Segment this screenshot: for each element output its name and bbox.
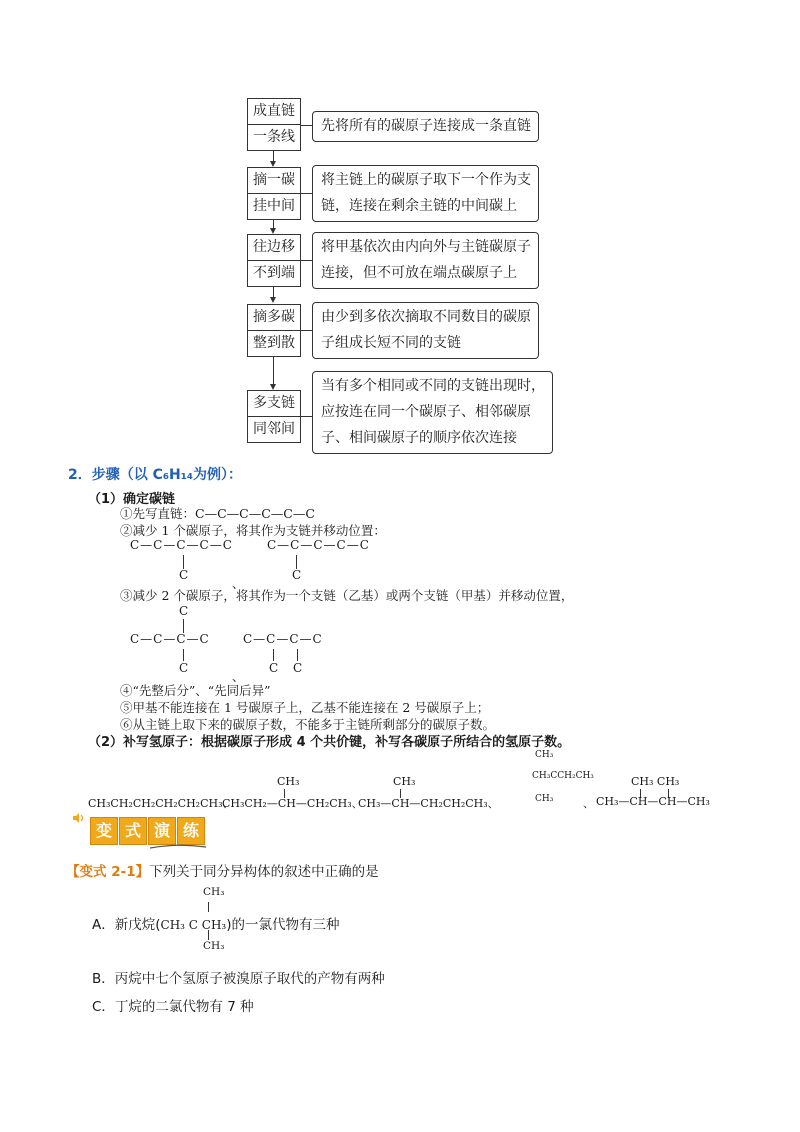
step-1-text: ①先写直链：C—C—C—C—C—C: [120, 506, 315, 521]
flow-step-label-top: 多支链: [248, 391, 300, 417]
separator: 、: [583, 797, 594, 810]
banner-char: 演: [148, 817, 176, 845]
optA-bottom-ch3: CH₃: [203, 940, 225, 952]
bond-line: [183, 649, 184, 661]
flow-step-3-label: [247, 234, 301, 287]
banner-char: 变: [90, 817, 118, 845]
formula-5: CH₃—CH—CH—CH₃: [596, 795, 710, 808]
desc-line: 应按连在同一个碳原子、相邻碳原: [321, 404, 531, 420]
flow-step-label-bottom: 挂中间: [253, 198, 295, 214]
formula-4-top: CH₃: [535, 750, 554, 760]
desc-line: 连接，但不可放在端点碳原子上: [321, 265, 517, 281]
option-a-suffix: )的一氯代物有三种: [226, 917, 340, 933]
flow-step-1-label: [247, 98, 301, 151]
desc-line: 当有多个相同或不同的支链出现时，: [321, 378, 545, 394]
separator: 、: [232, 577, 245, 591]
branch-carbon: C: [179, 661, 189, 675]
branch-carbon: C: [179, 568, 189, 582]
step-2-text: ②减少 1 个碳原子，将其作为支链并移动位置：: [120, 523, 386, 538]
flow-step-label-bottom: 同邻间: [253, 421, 295, 437]
flow-step-2-desc: [312, 165, 539, 222]
formula-3: CH₃—CH—CH₂CH₂CH₃、: [358, 797, 499, 810]
formula-2-top: CH₃: [277, 775, 300, 788]
formula-4-bot: CH₃: [535, 794, 554, 804]
formula-3-top: CH₃: [393, 775, 416, 788]
step-4-text: ④“先整后分”、“先同后异”: [120, 683, 271, 698]
option-a-prefix: A．新戊烷(: [92, 917, 161, 933]
connector: [273, 356, 274, 386]
connector: [300, 416, 312, 417]
flow-step-5-label: [247, 390, 301, 443]
formula-4-mid: CH₃CCH₂CH₃: [532, 771, 594, 781]
swoosh-icon: [148, 843, 208, 851]
branch-carbon: C: [269, 661, 279, 675]
carbon-chain: C—C—C—C—C: [267, 538, 370, 552]
step-3-text: ③减少 2 个碳原子，将其作为一个支链（乙基）或两个支链（甲基）并移动位置，: [120, 588, 574, 603]
formula-1: CH₃CH₂CH₂CH₂CH₂CH₃、: [88, 797, 234, 810]
optA-top-ch3: CH₃: [203, 886, 225, 898]
branch-carbon: C: [292, 568, 302, 582]
flow-step-label-bottom: 不到端: [253, 265, 295, 281]
bond-line: [208, 930, 209, 940]
question-tag: 【变式 2-1】: [66, 864, 150, 880]
branch-carbon: C: [293, 661, 303, 675]
connector: [300, 125, 312, 126]
carbon-chain: C—C—C—C: [130, 632, 210, 646]
option-c[interactable]: C．丁烷的二氯代物有 7 种: [92, 999, 254, 1015]
speaker-icon: [72, 812, 86, 824]
flow-step-5-desc: [312, 371, 553, 454]
step-5-text: ⑤甲基不能连接在 1 号碳原子上，乙基不能连接在 2 号碳原子上；: [120, 700, 490, 715]
flow-step-label-bottom: 整到散: [253, 335, 295, 351]
flow-step-4-desc: [312, 302, 539, 359]
flow-step-label-bottom: 一条线: [253, 129, 295, 145]
flow-step-label-top: 摘一碳: [248, 168, 300, 194]
option-a-structure: CH₃ C CH₃: [160, 918, 227, 932]
flow-step-label-top: 往边移: [248, 235, 300, 261]
option-b[interactable]: B．丙烷中七个氢原子被溴原子取代的产物有两种: [92, 971, 385, 987]
bond-line: [183, 619, 184, 633]
section-heading: 2．步骤（以 C₆H₁₄为例）：: [68, 467, 243, 483]
connector: [300, 260, 312, 261]
banner-char: 式: [119, 817, 147, 845]
formula-5-top: CH₃ CH₃: [631, 775, 680, 788]
bond-line: [296, 555, 297, 569]
step-6-text: ⑥从主链上取下来的碳原子数，不能多于主链所剩部分的碳原子数。: [120, 717, 496, 732]
desc-line: 先将所有的碳原子连接成一条直链: [321, 118, 531, 134]
connector: [300, 193, 312, 194]
bond-line: [297, 649, 298, 661]
bond-line: [183, 555, 184, 569]
flow-step-2-label: [247, 167, 301, 220]
flow-step-label-top: 成直链: [248, 99, 300, 125]
bond-line: [273, 649, 274, 661]
carbon-chain: C—C—C—C—C: [130, 538, 233, 552]
flow-step-label-top: 摘多碳: [248, 305, 300, 331]
formula-2: CH₃CH₂—CH—CH₂CH₃、: [222, 797, 363, 810]
subheading-add-hydrogen: （2）补写氢原子：根据碳原子形成 4 个共价键，补写各碳原子所结合的氢原子数。: [88, 735, 571, 750]
desc-line: 链，连接在剩余主链的中间碳上: [321, 198, 517, 214]
subheading-carbon-chain: （1）确定碳链: [88, 492, 176, 507]
branch-carbon: C: [179, 604, 189, 618]
carbon-chain: C—C—C—C: [243, 632, 323, 646]
flow-step-1-desc: [312, 111, 539, 142]
bond-line: [208, 902, 209, 912]
option-a[interactable]: [92, 913, 340, 933]
flow-step-4-label: [247, 304, 301, 357]
question-line: [66, 860, 379, 880]
desc-line: 子组成长短不同的支链: [321, 335, 461, 351]
flow-step-3-desc: [312, 232, 539, 289]
question-text: 下列关于同分异构体的叙述中正确的是: [149, 864, 379, 880]
banner-char: 练: [177, 817, 205, 845]
desc-line: 将甲基依次由内向外与主链碳原子: [321, 239, 531, 255]
desc-line: 子、相间碳原子的顺序依次连接: [321, 430, 517, 446]
arrow-down-icon: [270, 297, 276, 303]
desc-line: 由少到多依次摘取不同数目的碳原: [321, 309, 531, 325]
connector: [300, 330, 312, 331]
practice-banner: [88, 815, 206, 847]
separator: 、: [232, 670, 245, 684]
desc-line: 将主链上的碳原子取下一个作为支: [321, 172, 531, 188]
